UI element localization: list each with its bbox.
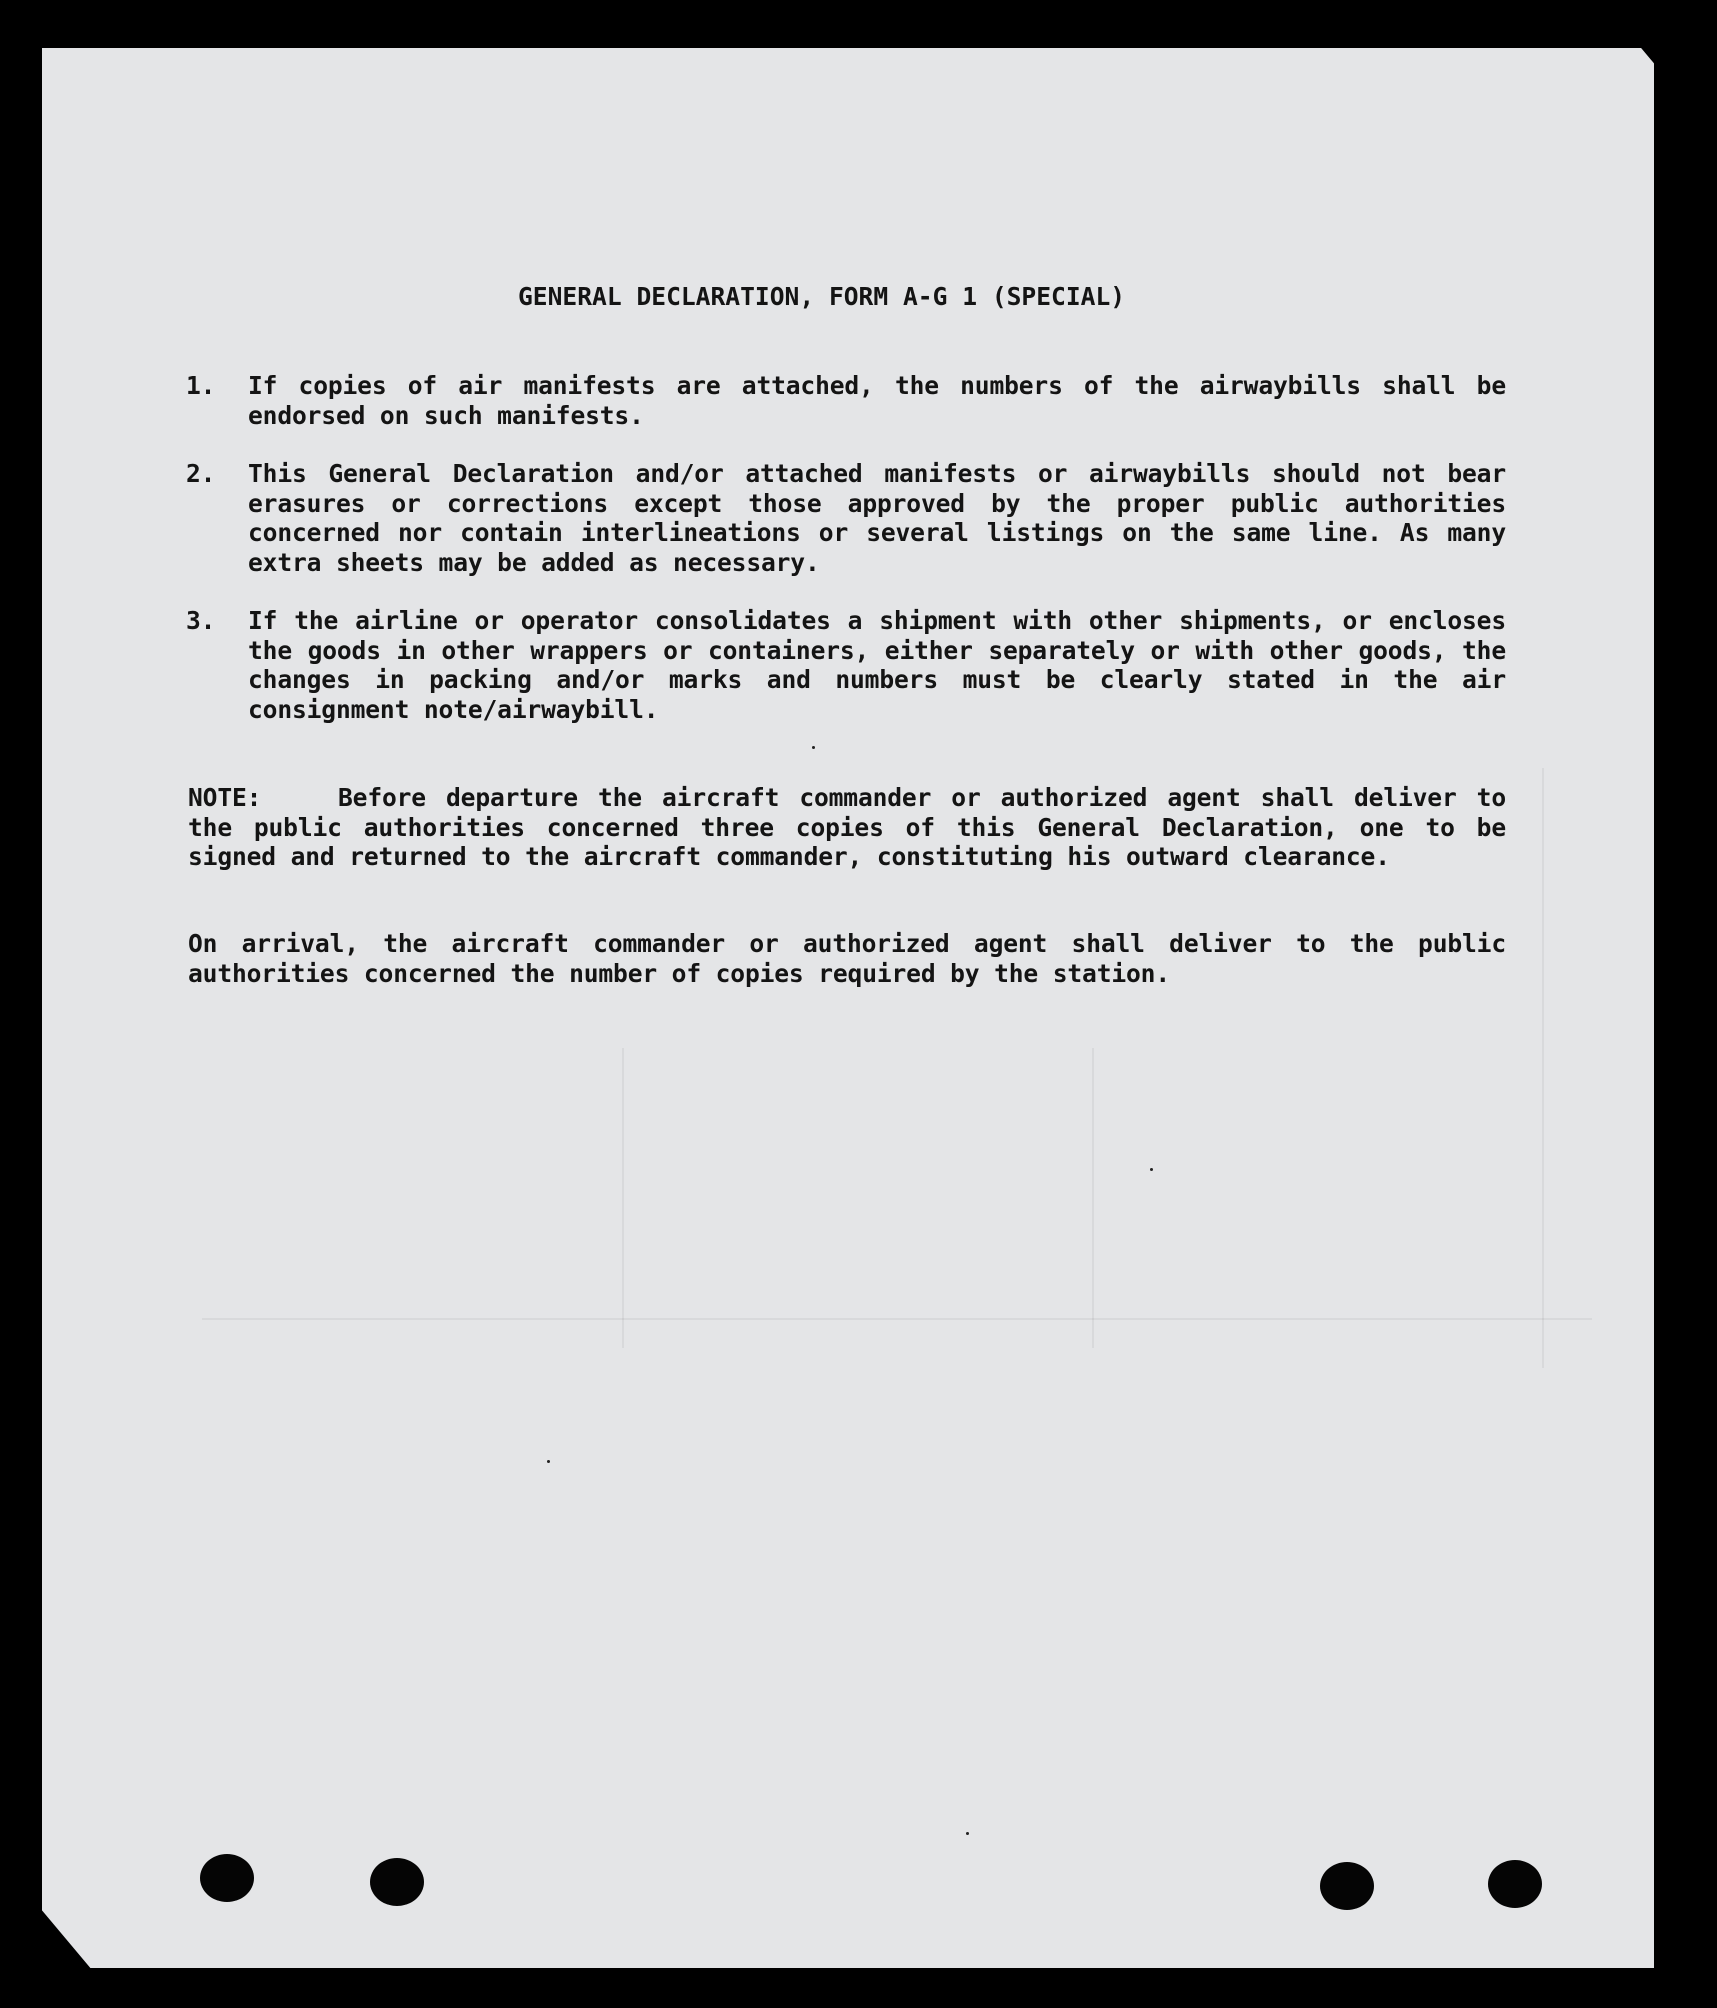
punch-hole (1320, 1862, 1374, 1910)
punch-hole (370, 1858, 424, 1906)
note-label: NOTE: (188, 783, 262, 812)
list-item-text: If copies of air manifests are attached, the numbers of the airwaybills shall be endorsed on such manifests. (248, 371, 1506, 430)
list-item-text: This General Declaration and/or attached manifests or airwaybills should not bear erasures or corrections except those approved by the proper public authorities concerned nor contain interlineations or several listings on the same line. As many extra sheets may be added as necessary. (248, 459, 1506, 577)
arrival-text: On arrival, the aircraft commander or authorized agent shall deliver to the public authorities concerned the number of copies required by the station. (188, 929, 1506, 988)
document-page (42, 48, 1654, 1968)
list-item-number: 3. (186, 606, 216, 635)
speck (1150, 1168, 1153, 1171)
document-title: GENERAL DECLARATION, FORM A-G 1 (SPECIAL) (518, 282, 1126, 311)
bleed-through-line (202, 1318, 1592, 1320)
speck (812, 746, 815, 749)
bleed-through-line (1542, 768, 1544, 1368)
list-item-number: 1. (186, 371, 216, 400)
note-paragraph (188, 783, 1506, 872)
note-text: Before departure the aircraft commander or authorized agent shall deliver to the public authorities concerned three copies of this General Declaration, one to be signed and returned to the aircraft commander, constituting his outward clearance. (188, 783, 1506, 871)
bleed-through-line (622, 1048, 624, 1348)
list-item-number: 2. (186, 459, 216, 488)
speck (966, 1832, 969, 1835)
arrival-paragraph (188, 929, 1506, 988)
punch-hole (1488, 1860, 1542, 1908)
list-item-text: If the airline or operator consolidates a shipment with other shipments, or encloses the goods in other wrappers or containers, either separately or with other goods, the changes in packing and/or marks and numbers must be clearly stated in the air consignment note/airwaybill. (248, 606, 1506, 724)
bleed-through-line (1092, 1048, 1094, 1348)
speck (547, 1460, 550, 1463)
punch-hole (200, 1854, 254, 1902)
